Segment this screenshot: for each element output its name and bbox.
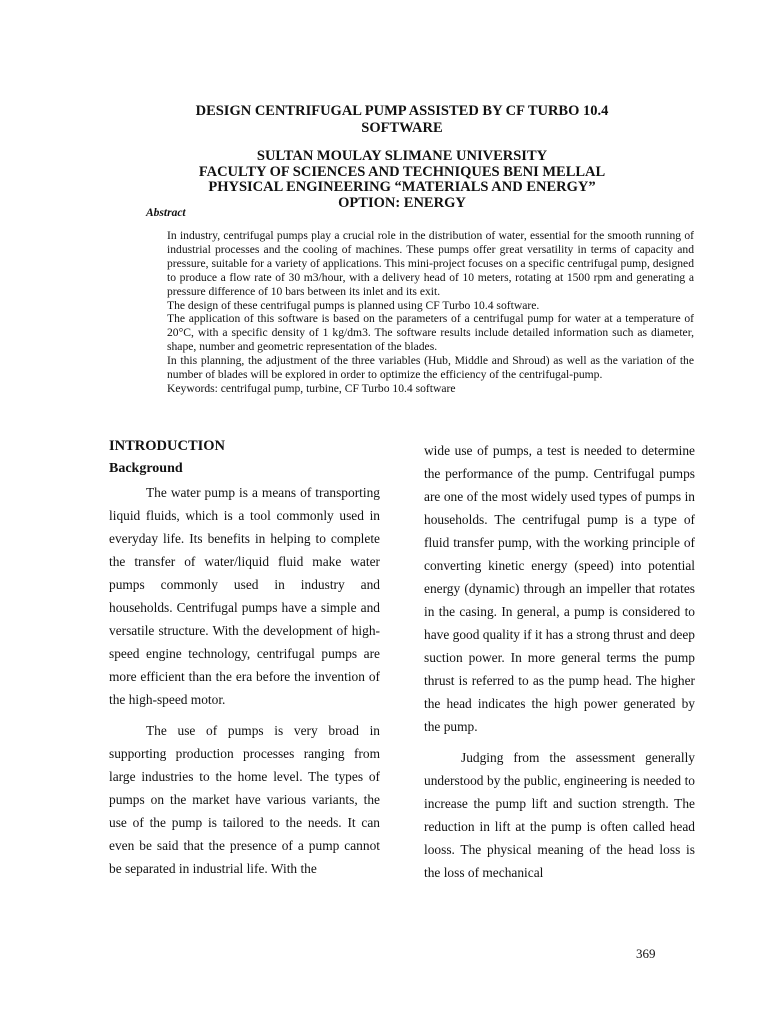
left-column	[109, 436, 380, 880]
abstract-paragraph: The design of these centrifugal pumps is planned using CF Turbo 10.4 software.	[167, 298, 540, 312]
abstract-paragraph: In this planning, the adjustment of the three variables (Hub, Middle and Shroud) as well as the variation of the number of blades will be explored in order to optimize the efficiency of the centrifugal-pump.	[167, 354, 694, 382]
abstract-body	[167, 229, 694, 396]
abstract-label: Abstract	[146, 207, 186, 219]
affiliation-line: OPTION: ENERGY	[338, 194, 466, 211]
body-paragraph: Judging from the assessment generally understood by the public, engineering is needed to increase the pump lift and suction strength. The reduction in lift at the pump is often called head looss. The physical meaning of the head loss is the loss of mechanical	[424, 750, 695, 880]
right-column	[424, 439, 695, 884]
title-line: DESIGN CENTRIFUGAL PUMP ASSISTED BY CF TURBO 10.4	[195, 103, 609, 119]
body-paragraph: wide use of pumps, a test is needed to determine the performance of the pump. Centrifugal pumps are one of the most widely used types of pumps in households. The centrifugal pump is a type of fluid transfer pump, with the working principle of converting kinetic energy (speed) into potential energy (dynamic) through an impeller that rotates in the casing. In general, a pump is considered to have good quality if it has a strong thrust and deep suction power. In more general terms the pump thrust is referred to as the pump head. The higher the head indicates the high power generated by the pump.	[424, 443, 695, 734]
abstract-paragraph: The application of this software is based on the parameters of a centrifugal pump for water at a temperature of 20°C, with a specific density of 1 kg/dm3. The software results include detailed information such as diameter, shape, number and geometric representation of the blades.	[167, 312, 694, 354]
body-paragraph: The use of pumps is very broad in supporting production processes ranging from large industries to the home level. The types of pumps on the market have various variants, the use of the pump is tailored to the needs. It can even be said that the presence of a pump cannot be separated in industrial life. With the	[109, 723, 380, 876]
affiliation-line: PHYSICAL ENGINEERING “MATERIALS AND ENERGY”	[208, 179, 596, 195]
affiliation-line: SULTAN MOULAY SLIMANE UNIVERSITY	[256, 148, 548, 164]
title-line: SOFTWARE	[361, 120, 443, 136]
author-affiliation	[150, 149, 654, 211]
section-heading-introduction: INTRODUCTION	[109, 438, 226, 454]
paper-title	[150, 103, 654, 137]
abstract-paragraph: In industry, centrifugal pumps play a crucial role in the distribution of water, essential for the smooth running of industrial processes and the cooling of machines. These pumps offer great versatility in terms of capacity and pressure, suitable for a variety of applications. This mini-project focuses on a specific centrifugal pump, designed to produce a flow rate of 30 m3/hour, with a delivery head of 10 meters, rotating at 1500 rpm and generating a pressure difference of 10 bars between its inlet and its exit.	[167, 229, 694, 298]
page-number: 369	[636, 946, 656, 961]
affiliation-line: FACULTY OF SCIENCES AND TECHNIQUES BENI MELLAL	[198, 163, 606, 180]
subsection-heading-background: Background	[109, 461, 183, 476]
keywords: Keywords: centrifugal pump, turbine, CF Turbo 10.4 software	[167, 381, 456, 395]
body-paragraph: The water pump is a means of transporting liquid fluids, which is a tool commonly used in everyday life. Its benefits in helping to complete the transfer of water/liquid fluid make water pumps commonly used in industry and households. Centrifugal pumps have a simple and versatile structure. With the development of high-speed engine technology, centrifugal pumps are more efficient than the era before the invention of the high-speed motor.	[109, 485, 380, 707]
